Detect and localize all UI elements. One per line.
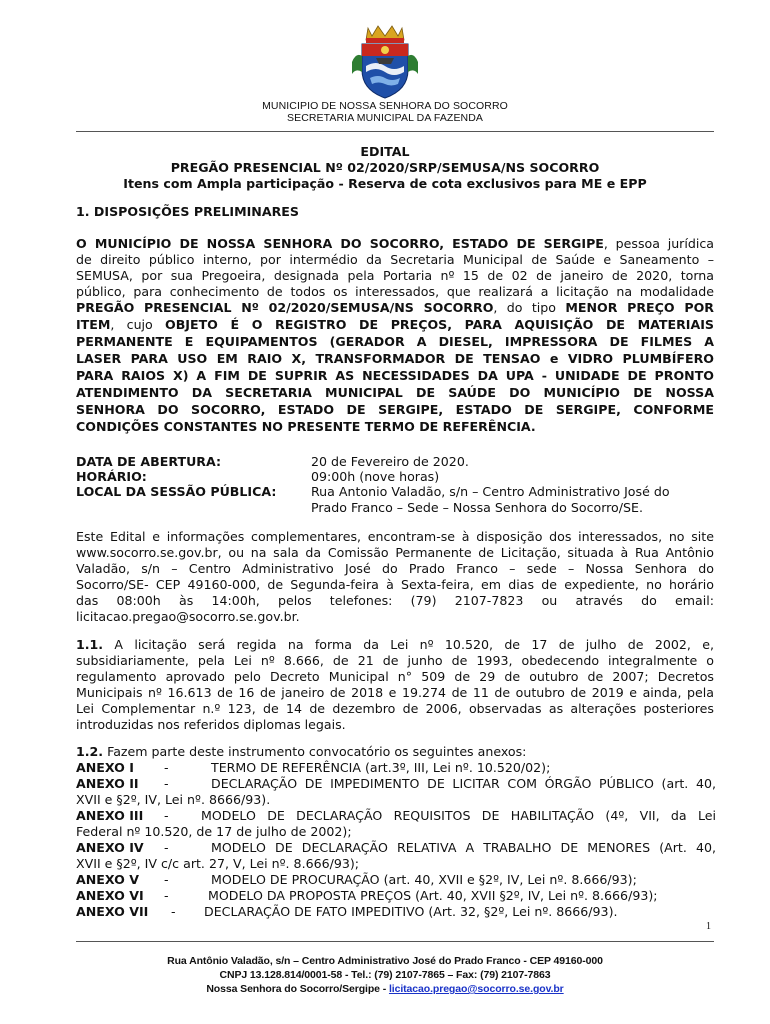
clause-1-1-line-1: 1.1. A licitação será regida na forma da Lei nº 10.520, de 17 de julho de 2002, e, (76, 637, 714, 652)
annex-code: ANEXO VI (76, 888, 144, 903)
footer-email-link[interactable]: licitacao.pregao@socorro.se.gov.br (388, 983, 564, 995)
session-location-value-2: Prado Franco – Sede – Nossa Senhora do Socorro/SE. (311, 500, 643, 515)
clause-1-1-line-3: regulamento aprovado pelo Decreto Municipal n° 509 de 29 de outubro de 2007; Decretos (76, 669, 714, 684)
annex-dash: - (164, 760, 169, 775)
intro-line-9: PARA RAIOS X) A FIM DE SUPRIR AS NECESSIDADES DA UPA - UNIDADE DE PRONTO (76, 368, 714, 383)
annex-code: ANEXO III (76, 808, 144, 823)
document-tagline: Itens com Ampla participação - Reserva de cota exclusivos para ME e EPP (123, 176, 647, 191)
annex-dash: - (164, 776, 169, 791)
info-line-1: Este Edital e informações complementares, encontram-se à disposição dos interessados, no site (76, 529, 714, 544)
info-line-3: Valadão, s/n – Centro Administrativo José do Prado Franco – sede – Nossa Senhora do (76, 561, 714, 576)
session-location-value-1: Rua Antonio Valadão, s/n – Centro Administrativo José do (311, 484, 670, 499)
annex-continuation: XVII e §2º, IV c/c art. 27, V, Lei nº. 8.666/93); (76, 856, 360, 871)
info-line-5: das 08:00h às 14:00h, pelos telefones: (79) 2107-7823 ou através do email: (76, 593, 714, 608)
info-email: licitacao.pregao@socorro.se.gov.br. (76, 609, 300, 624)
annex-dash: - (171, 904, 176, 919)
clause-1-1-line-6: introduzidas nos referidos diplomas legais. (76, 717, 346, 732)
header-divider (76, 131, 714, 132)
intro-line-2: de direito público interno, por intermédio da Secretaria Municipal de Saúde e Saneamento – (76, 252, 714, 267)
header-municipality: MUNICIPIO DE NOSSA SENHORA DO SOCORRO (262, 100, 508, 112)
intro-line-5: PREGÃO PRESENCIAL Nº 02/2020/SEMUSA/NS SOCORRO, do tipo MENOR PREÇO POR (76, 300, 714, 315)
clause-1-2: 1.2. Fazem parte deste instrumento convocatório os seguintes anexos: (76, 744, 527, 759)
annex-text: MODELO DA PROPOSTA PREÇOS (Art. 40, XVII §2º, IV, Lei nº. 8.666/93); (208, 888, 658, 903)
intro-line-10: ATENDIMENTO DA SECRETARIA MUNICIPAL DE SAÚDE DO MUNICÍPIO DE NOSSA (76, 385, 714, 400)
annex-code: ANEXO II (76, 776, 139, 791)
annex-dash: - (164, 872, 169, 887)
annex-code: ANEXO V (76, 872, 139, 887)
info-line-2: www.socorro.se.gov.br, ou na sala da Comissão Permanente de Licitação, situada à Rua Antônio (76, 545, 714, 560)
intro-line-3: SEMUSA, por sua Pregoeira, designada pela Portaria nº 15 de 02 de janeiro de 2020, torna (76, 268, 714, 283)
intro-line-4: público, para conhecimento de todos os interessados, que realizará a licitação na modalidade (76, 284, 714, 299)
annex-code: ANEXO VII (76, 904, 149, 919)
footer-contacts: CNPJ 13.128.814/0001-58 - Tel.: (79) 2107-7865 – Fax: (79) 2107-7863 (219, 969, 551, 981)
header-secretariat: SECRETARIA MUNICIPAL DA FAZENDA (286, 112, 484, 124)
document-subtitle: PREGÃO PRESENCIAL Nº 02/2020/SRP/SEMUSA/NS SOCORRO (170, 160, 600, 175)
annex-text: DECLARAÇÃO DE FATO IMPEDITIVO (Art. 32, §2º, Lei nº. 8666/93). (204, 904, 618, 919)
annex-dash: - (164, 808, 169, 823)
footer-divider (76, 941, 714, 942)
annex-continuation: XVII e §2º, IV, Lei nº. 8666/93). (76, 792, 271, 807)
annex-text: TERMO DE REFERÊNCIA (art.3º, III, Lei nº. 10.520/02); (211, 760, 551, 775)
time-value: 09:00h (nove horas) (311, 469, 440, 484)
annex-dash: - (164, 840, 169, 855)
clause-1-1-line-5: Lei Complementar n.º 123, de 14 de dezembro de 2006, observadas as alterações posteriores (76, 701, 714, 716)
document-title: EDITAL (360, 144, 410, 159)
session-location-label: LOCAL DA SESSÃO PÚBLICA: (76, 484, 277, 499)
intro-line-1: O MUNICÍPIO DE NOSSA SENHORA DO SOCORRO, ESTADO DE SERGIPE, pessoa jurídica (76, 236, 714, 251)
footer-address: Rua Antônio Valadão, s/n – Centro Administrativo José do Prado Franco - CEP 49160-000 (167, 955, 603, 967)
annex-text: MODELO DE PROCURAÇÃO (art. 40, XVII e §2º, IV, Lei nº. 8.666/93); (211, 872, 637, 887)
page-number: 1 (706, 921, 711, 932)
intro-line-6: ITEM, cujo OBJETO É O REGISTRO DE PREÇOS, PARA AQUISIÇÃO DE MATERIAIS (76, 317, 714, 332)
annex-continuation: Federal nº 10.520, de 17 de julho de 2002); (76, 824, 352, 839)
opening-date-value: 20 de Fevereiro de 2020. (311, 454, 469, 469)
opening-date-label: DATA DE ABERTURA: (76, 454, 222, 469)
footer-location: Nossa Senhora do Socorro/Sergipe - licitacao.pregao@socorro.se.gov.br (206, 983, 564, 995)
intro-line-8: LASER PARA USO EM RAIO X, TRANSFORMADOR DE TENSAO e VIDRO PLUMBÍFERO (76, 351, 714, 366)
intro-line-12: CONDIÇÕES CONSTANTES NO PRESENTE TERMO DE REFERÊNCIA. (76, 419, 536, 434)
annex-text: MODELO DE DECLARAÇÃO REQUISITOS DE HABILITAÇÃO (4º, VII, da Lei (201, 808, 716, 823)
info-line-4: Socorro/SE- CEP 49160-000, de Segunda-feira à Sexta-feira, em dias de expediente, no horário (76, 577, 714, 592)
intro-line-7: PERMANENTE E EQUIPAMENTOS (GERADOR A DIESEL, IMPRESSORA DE FILMES A (76, 334, 714, 349)
intro-line-11: SENHORA DO SOCORRO, ESTADO DE SERGIPE, ESTADO DE SERGIPE, CONFORME (76, 402, 714, 417)
annex-code: ANEXO IV (76, 840, 144, 855)
annex-dash: - (164, 888, 169, 903)
clause-1-1-line-2: subsidiariamente, pela Lei nº 8.666, de 21 de junho de 1993, obedecendo integralmente o (76, 653, 714, 668)
annex-text: DECLARAÇÃO DE IMPEDIMENTO DE LICITAR COM ÓRGÃO PÚBLICO (art. 40, (211, 776, 716, 791)
section-heading: 1. DISPOSIÇÕES PRELIMINARES (76, 204, 299, 219)
clause-1-1-line-4: Municipais nº 16.613 de 16 de janeiro de 2018 e 19.274 de 11 de outubro de 2019 e ainda, pela (76, 685, 714, 700)
time-label: HORÁRIO: (76, 469, 147, 484)
municipal-crest-logo (346, 22, 424, 100)
annex-text: MODELO DE DECLARAÇÃO RELATIVA A TRABALHO DE MENORES (Art. 40, (211, 840, 716, 855)
annex-code: ANEXO I (76, 760, 134, 775)
